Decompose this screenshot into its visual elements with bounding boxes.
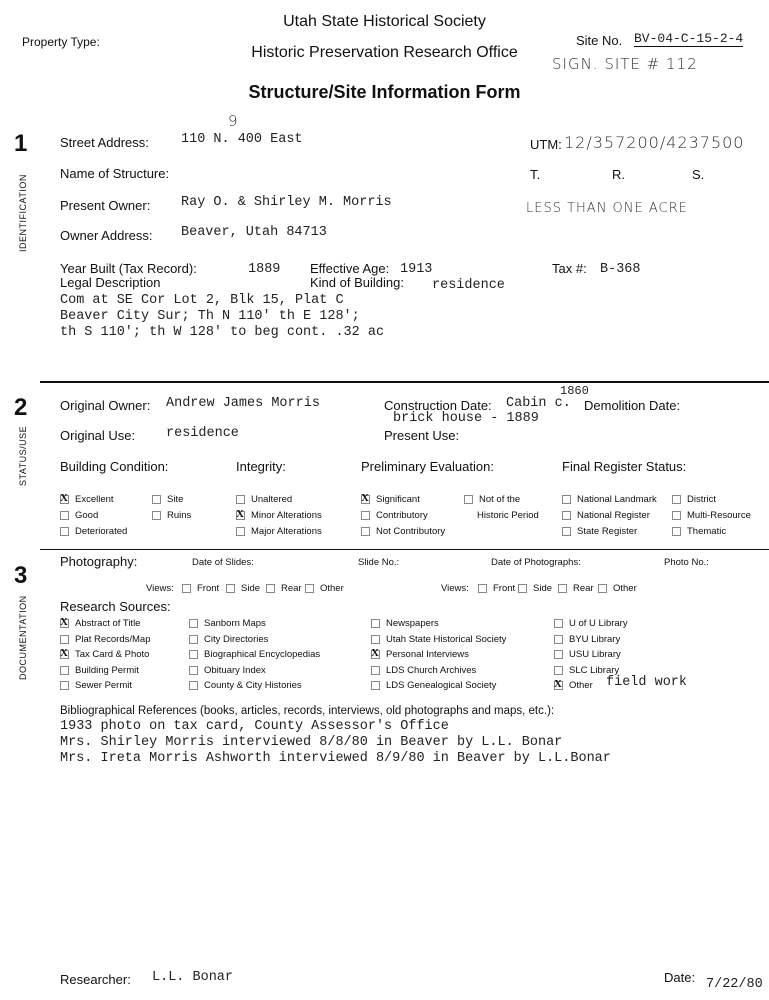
street-address-label: Street Address: [60,135,149,150]
construction-date-value: Cabin c. [506,396,571,411]
bibliography-line: Mrs. Shirley Morris interviewed 8/8/80 in Beaver by L.L. Bonar [60,735,563,750]
street-correction: 9 [228,112,239,130]
checkbox-significant[interactable] [361,494,420,505]
date-value: 7/22/80 [706,977,763,992]
checkbox-label: Good [75,510,99,521]
checkbox-label: Tax Card & Photo [75,649,150,660]
site-no-label: Site No. [576,33,623,48]
effective-age-label: Effective Age: [310,261,390,276]
present-use-label: Present Use: [384,428,460,443]
owner-address-label: Owner Address: [60,228,153,243]
site-note: SIGN. SITE # 112 [552,55,698,73]
other-source-value: field work [606,675,688,690]
checkbox-national-register[interactable] [562,510,650,521]
checkbox[interactable] [361,527,370,536]
checkbox-major-alterations[interactable] [236,526,322,537]
checkbox-ruins[interactable] [152,510,191,521]
checkbox[interactable] [554,666,563,675]
checkbox[interactable] [554,681,563,690]
name-of-structure-label: Name of Structure: [60,166,170,181]
source-city-directories[interactable] [189,634,268,645]
source-other[interactable] [554,680,593,691]
office-name: Historic Preservation Research Office [251,44,518,61]
checkbox-label: Rear [573,583,594,594]
checkbox-label: Front [197,583,220,594]
present-owner-value: Ray O. & Shirley M. Morris [181,195,392,210]
checkbox[interactable] [672,495,681,504]
checkbox[interactable] [361,495,370,504]
checkbox[interactable] [371,666,380,675]
utm-value: 12/357200/4237500 [564,133,745,152]
checkbox-not-contributory[interactable] [361,526,445,537]
checkbox[interactable] [189,635,198,644]
checkbox-label: Sanborn Maps [204,618,266,629]
checkbox-label: State Register [577,526,638,537]
checkbox-label: County & City Histories [204,680,302,691]
date-of-slides-label: Date of Slides: [192,557,254,568]
checkbox-label: Multi-Resource [687,510,751,521]
original-use-label: Original Use: [60,428,136,443]
checkbox-label: Unaltered [251,494,293,505]
checkbox-label: SLC Library [569,664,620,676]
checkbox[interactable] [226,584,235,593]
source-lds-church-archives[interactable] [371,665,476,676]
checkbox[interactable] [236,495,245,504]
legal-line: Beaver City Sur; Th N 110' th E 128'; [60,309,360,324]
checkbox[interactable] [60,495,69,504]
checkbox[interactable] [236,527,245,536]
checkbox-label: Excellent [75,494,114,505]
slide-view-front[interactable] [182,583,219,594]
checkbox-label: Obituary Index [204,664,266,676]
checkbox-label: Other [569,680,593,691]
checkbox[interactable] [60,619,69,628]
checkbox-district[interactable] [672,494,716,505]
checkbox[interactable] [562,511,571,520]
checkbox-site[interactable] [152,494,183,505]
source-utah-state-historical-society[interactable] [371,634,506,645]
source-sewer-permit[interactable] [60,680,132,691]
section-number-3: 3 [14,562,28,589]
checkbox[interactable] [182,584,191,593]
building-condition-heading: Building Condition: [60,459,169,474]
checkbox-label: LDS Church Archives [386,664,477,676]
source-plat-records-map[interactable] [60,634,151,645]
checkbox-deteriorated[interactable] [60,526,127,537]
original-use-value: residence [166,426,239,441]
site-no-value: BV-04-C-15-2-4 [634,31,744,46]
checkbox[interactable] [371,681,380,690]
photography-label: Photography: [60,554,138,569]
checkbox-label: BYU Library [569,633,621,645]
acreage-note: LESS THAN ONE ACRE [526,201,688,216]
bibliography-line: 1933 photo on tax card, County Assessor's Office [60,719,449,734]
checkbox-label: Biographical Encyclopedias [204,649,321,660]
source-u-of-u-library[interactable] [554,618,628,629]
checkbox[interactable] [189,619,198,628]
section-number-2: 2 [14,394,28,421]
checkbox[interactable] [60,527,69,536]
checkbox-unaltered[interactable] [236,494,292,505]
kind-of-building-value: residence [432,278,505,293]
t-label: T. [530,167,541,182]
checkbox-label: Contributory [376,510,428,521]
checkbox-multi-resource[interactable] [672,510,751,521]
historic-period-label: Historic Period [477,510,539,521]
research-sources-label: Research Sources: [60,599,171,614]
checkbox[interactable] [60,681,69,690]
source-newspapers[interactable] [371,618,439,629]
checkbox-label: LDS Genealogical Society [386,680,497,691]
checkbox-minor-alterations[interactable] [236,510,322,521]
legal-line: th S 110'; th W 128' to beg cont. .32 ac [60,325,385,340]
source-obituary-index[interactable] [189,665,266,676]
checkbox-good[interactable] [60,510,98,521]
street-address-value: 110 N. 400 East [181,132,303,147]
checkbox-label: Thematic [687,526,727,537]
checkbox-label: Utah State Historical Society [386,633,507,645]
photo-view-rear[interactable] [558,583,594,594]
slide-view-rear[interactable] [266,583,302,594]
checkbox[interactable] [60,635,69,644]
construction-date-line2: brick house - 1889 [393,411,539,426]
checkbox[interactable] [189,650,198,659]
checkbox[interactable] [152,495,161,504]
checkbox[interactable] [562,495,571,504]
section-label-status-use: STATUS/USE [18,425,28,486]
source-biographical-encyclopedias[interactable] [189,649,320,660]
checkbox-label: USU Library [569,649,621,660]
photo-view-front[interactable] [478,583,515,594]
source-sanborn-maps[interactable] [189,618,266,629]
checkbox-label: National Register [577,510,650,521]
views-label-photos: Views: [441,583,469,594]
source-abstract-of-title[interactable] [60,618,140,629]
source-byu-library[interactable] [554,634,620,645]
checkbox-label: Not Contributory [376,526,446,537]
checkbox-label: Ruins [167,510,192,521]
slide-no-label: Slide No.: [358,557,400,568]
construction-year: 1860 [560,384,589,398]
preliminary-evaluation-heading: Preliminary Evaluation: [361,459,494,474]
checkbox[interactable] [60,650,69,659]
checkbox[interactable] [189,681,198,690]
integrity-heading: Integrity: [236,459,286,474]
date-of-photographs-label: Date of Photographs: [491,557,581,568]
checkbox-excellent[interactable] [60,494,114,505]
owner-address-value: Beaver, Utah 84713 [181,225,327,240]
bibliographical-references-label: Bibliographical References (books, articles, records, interviews, old photographs and maps, etc.): [60,705,555,717]
checkbox[interactable] [152,511,161,520]
checkbox[interactable] [189,666,198,675]
checkbox-label: Other [613,583,637,594]
researcher-value: L.L. Bonar [152,970,234,985]
checkbox[interactable] [236,511,245,520]
photo-no-label: Photo No.: [664,557,709,568]
checkbox-label: Side [241,583,261,594]
source-building-permit[interactable] [60,665,139,676]
photo-view-side[interactable] [518,583,552,594]
checkbox[interactable] [598,584,607,593]
tax-number-value: B-368 [600,262,641,277]
section-label-documentation: DOCUMENTATION [18,595,28,680]
source-county-city-histories[interactable] [189,680,302,691]
slide-view-side[interactable] [226,583,260,594]
checkbox-not-of-the[interactable] [464,494,520,505]
section-number-1: 1 [14,130,28,157]
checkbox[interactable] [554,635,563,644]
checkbox[interactable] [371,650,380,659]
checkbox-label: Other [320,583,344,594]
checkbox-label: Sewer Permit [75,680,133,691]
section-label-identification: IDENTIFICATION [18,174,28,252]
checkbox-label: District [687,494,717,505]
checkbox-label: Major Alterations [251,526,322,537]
utm-label: UTM: [530,137,562,152]
source-usu-library[interactable] [554,649,621,660]
present-owner-label: Present Owner: [60,198,151,213]
source-tax-card-photo[interactable] [60,649,149,660]
checkbox-label: U of U Library [569,618,628,629]
checkbox-national-landmark[interactable] [562,494,657,505]
s-label: S. [692,167,705,182]
bibliography-line: Mrs. Ireta Morris Ashworth interviewed 8/9/80 in Beaver by L.L.Bonar [60,751,611,766]
org-name: Utah State Historical Society [283,13,486,30]
checkbox-contributory[interactable] [361,510,428,521]
source-slc-library[interactable] [554,665,619,676]
kind-of-building-label: Kind of Building: [310,275,404,290]
checkbox[interactable] [554,619,563,628]
checkbox-label: Not of the [479,494,521,505]
slide-view-other[interactable] [305,583,344,594]
checkbox[interactable] [266,584,275,593]
checkbox-label: National Landmark [577,494,657,505]
original-owner-value: Andrew James Morris [166,396,320,411]
checkbox-label: Newspapers [386,618,439,629]
checkbox[interactable] [554,650,563,659]
checkbox[interactable] [562,527,571,536]
checkbox[interactable] [478,584,487,593]
construction-date-label: Construction Date: [384,398,492,413]
form-title: Structure/Site Information Form [248,82,521,102]
year-built-label: Year Built (Tax Record): [60,261,197,276]
source-lds-genealogical-society[interactable] [371,680,496,691]
checkbox-label: Minor Alterations [251,510,322,521]
checkbox[interactable] [672,511,681,520]
checkbox-label: Building Permit [75,664,139,676]
checkbox-label: Rear [281,583,302,594]
checkbox-label: Abstract of Title [75,618,141,629]
checkbox-label: Front [493,583,516,594]
legal-description-label: Legal Description [60,275,161,290]
checkbox[interactable] [371,619,380,628]
original-owner-label: Original Owner: [60,398,151,413]
checkbox-label: Personal Interviews [386,649,469,660]
checkbox[interactable] [464,495,473,504]
views-label-slides: Views: [146,583,174,594]
checkbox[interactable] [60,666,69,675]
final-register-status-heading: Final Register Status: [562,459,687,474]
legal-line: Com at SE Cor Lot 2, Blk 15, Plat C [60,293,344,308]
checkbox[interactable] [305,584,314,593]
source-personal-interviews[interactable] [371,649,469,660]
photo-view-other[interactable] [598,583,637,594]
checkbox[interactable] [371,635,380,644]
checkbox-label: Significant [376,494,420,505]
checkbox[interactable] [60,511,69,520]
checkbox-label: Side [533,583,553,594]
year-built-value: 1889 [248,262,281,277]
checkbox-label: Deteriorated [75,526,128,537]
checkbox-label: Plat Records/Map [75,633,151,645]
tax-number-label: Tax #: [552,261,587,276]
checkbox-thematic[interactable] [672,526,726,537]
date-label: Date: [664,970,696,985]
checkbox[interactable] [672,527,681,536]
checkbox[interactable] [361,511,370,520]
checkbox-state-register[interactable] [562,526,637,537]
property-type-label: Property Type: [22,35,100,49]
checkbox[interactable] [558,584,567,593]
section-divider [40,549,769,550]
demolition-date-label: Demolition Date: [584,398,681,413]
checkbox-label: City Directories [204,633,269,645]
effective-age-value: 1913 [400,262,433,277]
checkbox[interactable] [518,584,527,593]
checkbox-label: Site [167,494,184,505]
r-label: R. [612,167,625,182]
researcher-label: Researcher: [60,972,131,987]
section-divider [40,381,769,383]
